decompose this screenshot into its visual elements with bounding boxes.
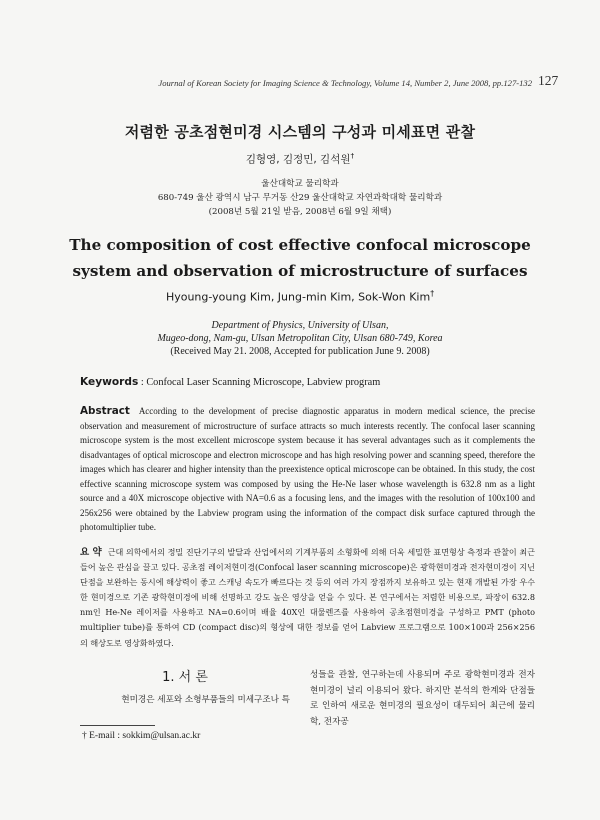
korean-dates: (2008년 5월 21일 받음, 2008년 6월 9일 채택) bbox=[208, 207, 392, 217]
english-title-line-1: The composition of cost effective confocal microscope bbox=[69, 236, 531, 254]
journal-header: Journal of Korean Society for Imaging Science & Technology, Volume 14, Number 2, June 2008, pp.127-132 bbox=[158, 78, 532, 88]
footnote-mark: † bbox=[82, 731, 87, 741]
korean-abstract-text: 근대 의학에서의 정밀 진단기구의 발달과 산업에서의 기계부품의 소형화에 의해 더욱 세밀한 표면형상 측정과 관찰이 최근 들어 높은 관심을 끌고 있다. 공초점 레이저현미경(Confocal laser scanning microscope)은 광학현미경과 전자현미경이 지닌 단점을 보완하는 동시에 해상력이 좋고 스캐닝 속도가 빠르다는 것 등의 여러 가지 장점까지 보유하고 있는 현재 개발된 가장 우수한 현미경으로 기존 광학현미경에 비해 선명하고 강도 높은 영상을 얻을 수 있다. 본 연구에서는 저렴한 비용으로, 파장이 632.8 nm인 He-Ne 레이저를 사용하고 NA=0.6이며 배율 40X인 대물렌즈를 사용하여 공초점현미경을 구성하고 PMT (photo multiplier tube)를 통하여 CD (compact disc)의 형상에 대한 정보를 얻어 Labview 프로그램으로 100×100과 256×256의 해상도로 영상화하였다. bbox=[80, 547, 535, 648]
korean-title: 저렴한 공초점현미경 시스템의 구성과 미세표면 관찰 bbox=[124, 123, 476, 141]
english-dates: (Received May 21. 2008, Accepted for publication June 9. 2008) bbox=[170, 346, 430, 357]
introduction-right-column: 성들을 관찰, 연구하는데 사용되며 주로 광학현미경과 전자현미경이 널리 이용되어 왔다. 하지만 분석의 한계와 단점들로 인하여 새로운 현미경의 필요성이 대두되어 최근에 물리학, 전자공 bbox=[310, 670, 535, 727]
keywords bbox=[80, 376, 540, 388]
english-affiliation-2: Mugeo-dong, Nam-gu, Ulsan Metropolitan City, Ulsan 680-749, Korea bbox=[157, 333, 443, 344]
english-title-line-2: system and observation of microstructure of surfaces bbox=[72, 262, 528, 280]
english-authors bbox=[0, 289, 600, 304]
keywords-separator: : bbox=[138, 377, 147, 388]
korean-author-mark: † bbox=[350, 151, 355, 160]
footnote bbox=[82, 731, 292, 741]
abstract bbox=[80, 404, 535, 535]
korean-affiliation-1: 울산대학교 물리학과 bbox=[261, 179, 339, 189]
korean-authors bbox=[0, 151, 600, 167]
english-affiliation-1: Department of Physics, University of Ulsan, bbox=[211, 320, 389, 331]
english-author-names: Hyoung-young Kim, Jung-min Kim, Sok-Won Kim bbox=[165, 290, 431, 304]
footnote-rule bbox=[80, 725, 155, 726]
introduction-left-column: 현미경은 세포와 소형부품들의 미세구조나 특 bbox=[121, 695, 290, 705]
korean-affiliation-2: 680-749 울산 광역시 남구 무거동 산29 울산대학교 자연과학대학 물리학과 bbox=[157, 193, 443, 203]
korean-author-names: 김형영, 김정민, 김석원 bbox=[245, 153, 351, 166]
english-title bbox=[0, 232, 600, 284]
keywords-text: Confocal Laser Scanning Microscope, Labview program bbox=[146, 377, 381, 388]
page-number: 127 bbox=[538, 73, 559, 88]
english-author-mark: † bbox=[430, 289, 435, 298]
abstract-label: Abstract bbox=[80, 405, 130, 417]
keywords-label: Keywords bbox=[80, 376, 139, 388]
korean-abstract bbox=[80, 545, 535, 651]
footnote-email: E-mail : sokkim@ulsan.ac.kr bbox=[89, 731, 201, 741]
korean-abstract-label: 요 약 bbox=[80, 547, 102, 558]
abstract-text: According to the development of precise diagnostic apparatus in modern medical science, the precise observation and measurement of microstructure of surface attracts so much interests recently. The confocal laser scanning microscope system is the most excellent microscope system because it has several advantages such as it complements the disadvantages of optical microscope and electron microscope and has high resolving power and scanning speed, therefore the images which has clearer and higher intensity than the preexistence optical microscope can be obtained. In this study, the cost effective scanning microscope system was composed by using the He-Ne laser whose wavelength is 632.8 nm as a light source and a 40X microscope objective with NA=0.6 as a focusing lens, and the images with the resolution of 100x100 and 256x256 were obtained by the Labview program using the information of the compact disk surface captured through the photomultiplier tube. bbox=[80, 406, 535, 533]
section-title-introduction: 1. 서 론 bbox=[162, 670, 208, 685]
